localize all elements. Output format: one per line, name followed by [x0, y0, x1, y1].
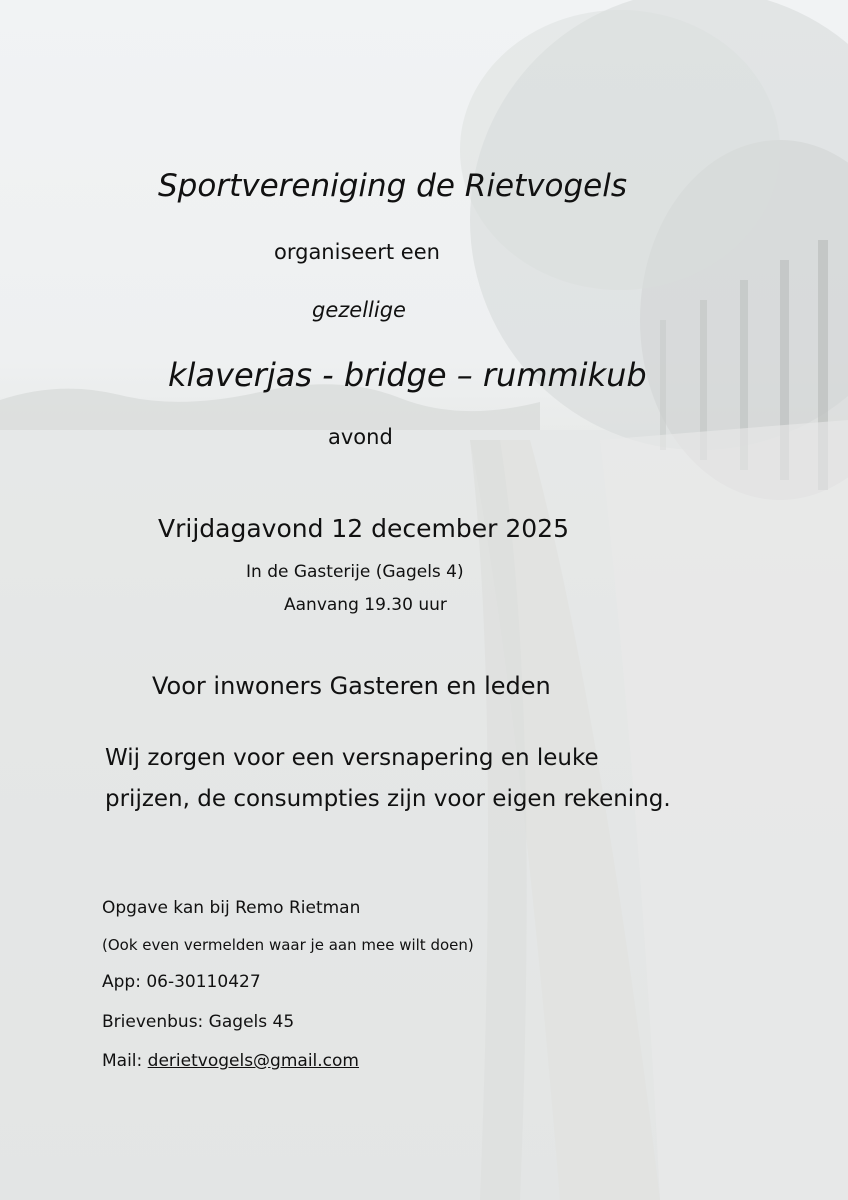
event-date: Vrijdagavond 12 december 2025 — [158, 514, 569, 543]
email-link[interactable]: derietvogels@gmail.com — [147, 1051, 359, 1071]
info-line-1: Wij zorgen voor een versnapering en leuke — [105, 745, 599, 771]
mailbox-address: Brievenbus: Gagels 45 — [102, 1012, 295, 1032]
evening-text: avond — [328, 425, 393, 449]
signup-text: Opgave kan bij Remo Rietman — [102, 898, 361, 918]
info-line-2: prijzen, de consumpties zijn voor eigen rekening. — [105, 786, 671, 812]
games-heading: klaverjas - bridge – rummikub — [168, 356, 647, 394]
event-start-time: Aanvang 19.30 uur — [284, 595, 447, 615]
event-location: In de Gasterije (Gagels 4) — [246, 562, 464, 582]
adjective-text: gezellige — [312, 298, 406, 322]
app-number: App: 06-30110427 — [102, 972, 261, 992]
signup-note: (Ook even vermelden waar je aan mee wilt doen) — [102, 936, 474, 954]
audience-text: Voor inwoners Gasteren en leden — [152, 672, 551, 700]
mail-label: Mail: — [102, 1051, 148, 1071]
mail-line — [102, 1051, 359, 1071]
club-title: Sportvereniging de Rietvogels — [158, 168, 627, 204]
organizes-text: organiseert een — [274, 240, 440, 264]
